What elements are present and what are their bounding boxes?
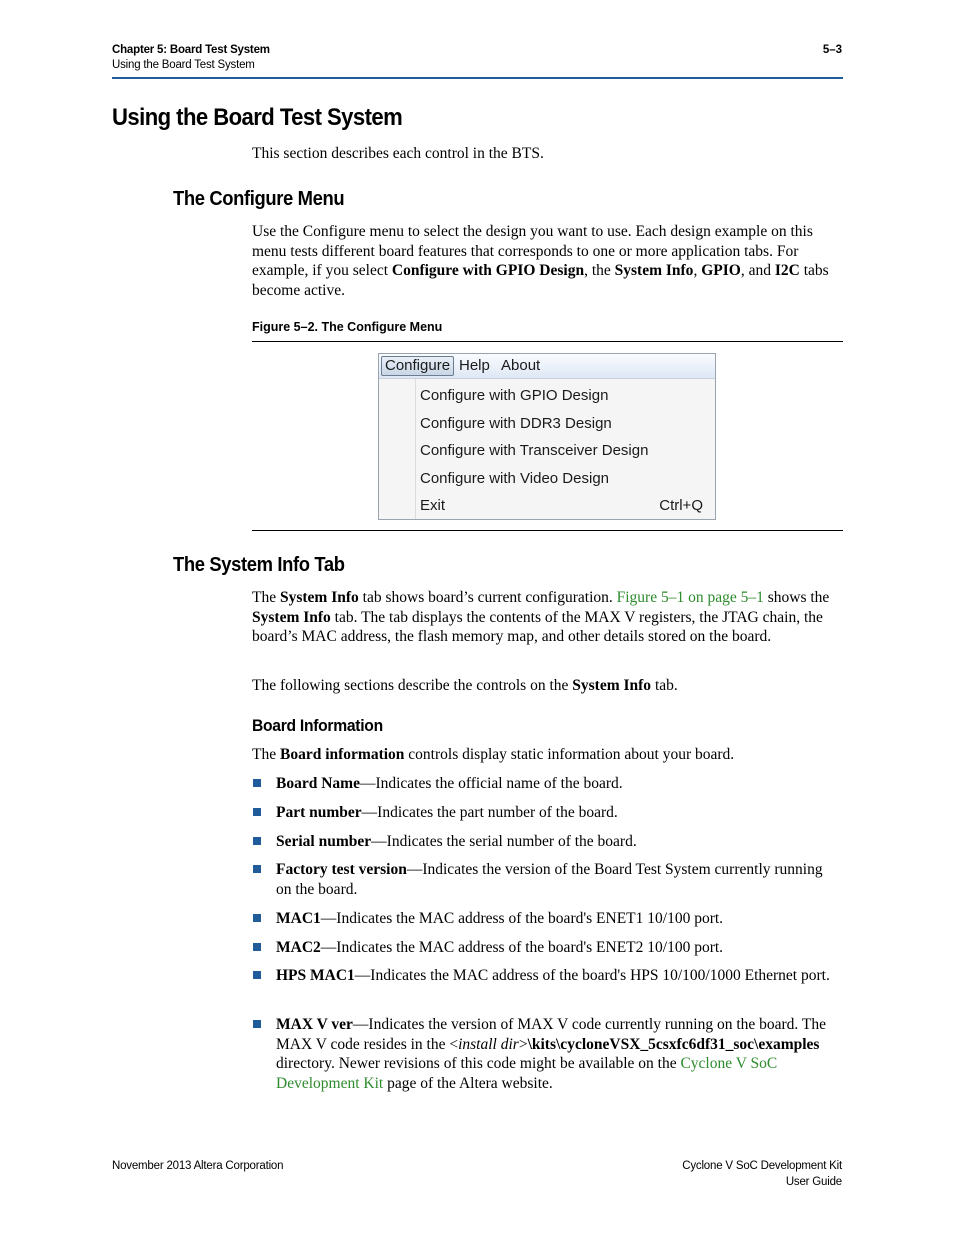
figure-bottom-rule [252, 530, 843, 531]
footer-right-title: Cyclone V SoC Development Kit [682, 1160, 842, 1172]
list-item: Part number—Indicates the part number of the board. [276, 804, 618, 821]
bullet-marker [253, 914, 261, 922]
figure-link[interactable]: Figure 5–1 on page 5–1 [616, 589, 764, 606]
list-item: HPS MAC1—Indicates the MAC address of the board's HPS 10/100/1000 Ethernet port. [276, 967, 830, 984]
configure-menu-screenshot [378, 353, 716, 520]
menu-item-video[interactable]: Configure with Video Design [420, 470, 610, 487]
figure-caption: Figure 5–2. The Configure Menu [252, 320, 443, 334]
page-title: Using the Board Test System [112, 104, 403, 131]
list-item: MAC1—Indicates the MAC address of the board's ENET1 10/100 port. [276, 910, 724, 927]
menu-configure[interactable]: Configure [381, 356, 454, 376]
list-item: MAC2—Indicates the MAC address of the board's ENET2 10/100 port. [276, 939, 724, 956]
list-item: Board Name—Indicates the official name of the board. [276, 775, 623, 792]
list-item: Serial number—Indicates the serial number of the board. [276, 833, 637, 850]
menu-item-transceiver[interactable]: Configure with Transceiver Design [420, 442, 649, 459]
board-information-paragraph: The Board information controls display static information about your board. [252, 746, 735, 763]
configure-paragraph: Use the Configure menu to select the design you want to use. Each design example on this menu tests different board features that corresponds to one or more application tabs. For example, if you select Configure with GPIO Design, the System Info, GPIO, and I2C tabs become active. [252, 223, 829, 299]
system-info-paragraph: The System Info tab shows board’s current configuration. Figure 5–1 on page 5–1 shows the System Info tab. The tab displays the contents of the MAX V registers, the JTAG chain, the board’s MAC address, the flash memory map, and other details stored on the board. [252, 589, 830, 646]
menu-help[interactable]: Help [459, 357, 490, 374]
board-information-heading: Board Information [252, 716, 383, 735]
configure-menu-heading: The Configure Menu [173, 188, 345, 210]
bullet-marker [253, 971, 261, 979]
intro-paragraph: This section describes each control in the BTS. [252, 145, 544, 162]
system-info-heading: The System Info Tab [173, 554, 345, 576]
footer-left: November 2013 Altera Corporation [112, 1160, 284, 1172]
menu-gutter [415, 379, 416, 519]
figure-top-rule [252, 341, 843, 342]
cyclone-kit-link[interactable]: Cyclone V SoC Development Kit [276, 1055, 778, 1092]
header-rule [112, 77, 843, 79]
running-header-chapter: Chapter 5: Board Test System [112, 44, 270, 56]
bullet-marker [253, 1020, 261, 1028]
page-number: 5–3 [822, 44, 842, 56]
menu-about[interactable]: About [501, 357, 541, 374]
bullet-marker [253, 837, 261, 845]
bullet-marker [253, 865, 261, 873]
bullet-marker [253, 779, 261, 787]
running-header-section: Using the Board Test System [112, 59, 255, 71]
list-item: MAX V ver—Indicates the version of MAX V code currently running on the board. The MAX V code resides in the <install dir>\kits\cycloneVSX_5csxfc6df31_soc\examples directory. Newer revisions of this code might be available on the Cyclone V SoC Development Kit page of the Altera website. [276, 1016, 826, 1092]
bullet-marker [253, 808, 261, 816]
exit-shortcut: Ctrl+Q [659, 497, 703, 514]
menu-item-exit[interactable]: Exit [420, 497, 446, 514]
bullet-marker [253, 943, 261, 951]
list-item: Factory test version—Indicates the version of the Board Test System currently running on the board. [276, 861, 823, 898]
menu-bar [379, 354, 715, 379]
menu-item-ddr3[interactable]: Configure with DDR3 Design [420, 415, 612, 432]
menu-item-gpio[interactable]: Configure with GPIO Design [420, 387, 609, 404]
configure-dropdown [379, 379, 715, 519]
system-info-paragraph-2: The following sections describe the controls on the System Info tab. [252, 677, 678, 694]
footer-right-subtitle: User Guide [785, 1176, 842, 1188]
